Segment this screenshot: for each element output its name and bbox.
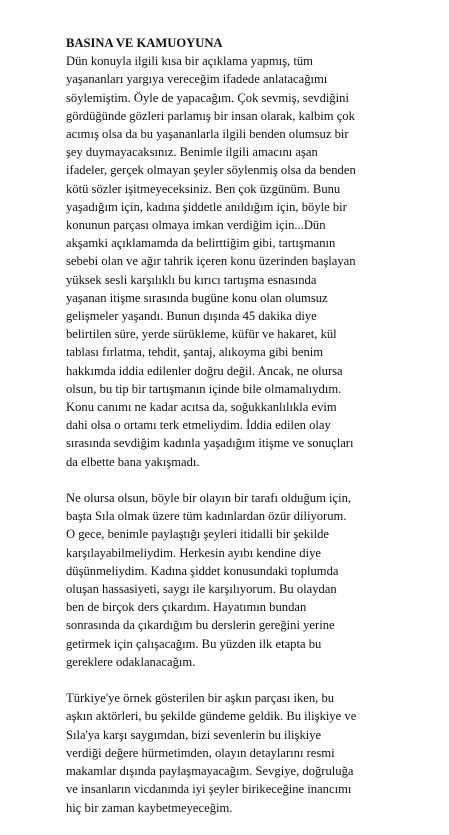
text-line: da elbette bana yakışmadı.: [66, 454, 200, 469]
text-line: düşünmeliydim. Kadına şiddet konusundaki toplumda: [66, 563, 339, 578]
document-body: [66, 52, 446, 817]
text-line: konunun parçası olmaya imkan verdiğim için...Dün: [66, 218, 326, 233]
text-line: Türkiye'ye örnek gösterilen bir aşkın parçası iken, bu: [66, 691, 335, 706]
text-line: ben de birçok ders çıkardım. Hayatımın bundan: [66, 600, 307, 615]
text-line: Konu canımı ne kadar acıtsa da, soğukkanlılıkla evim: [66, 400, 337, 415]
text-line: hiç bir zaman kaybetmeyeceğim.: [66, 800, 233, 815]
text-line: Dün konuyla ilgili kısa bir açıklama yapmış, tüm: [66, 54, 313, 69]
text-line: başta Sıla olmak üzere tüm kadınlardan özür diliyorum.: [66, 509, 347, 524]
text-line: yaşanan itişme sırasında bugüne konu olan olumsuz: [66, 290, 328, 305]
text-line: ve insanların vicdanında iyi şeyler birikeceğine inancımı: [66, 782, 352, 797]
text-line: Sıla'ya karşı saygımdan, bizi sevenlerin bu ilişkiye: [66, 727, 322, 742]
text-line: gereklere odaklanacağım.: [66, 654, 196, 669]
text-line: yaşadığım için, kadına şiddetle anıldığım için, böyle bir: [66, 199, 347, 214]
text-line: ifadeler, gerçek olmayan şeyler söylenmiş olsa da benden: [66, 163, 356, 178]
text-line: sonrasında da çıkardığım bu derslerin gereğini yerine: [66, 618, 335, 633]
text-line: söylemiştim. Öyle de yapacağım. Çok sevmiş, sevdiğini: [66, 90, 349, 105]
statement-document: [66, 34, 446, 835]
paragraph-2: [66, 489, 446, 671]
text-line: Ne olursa olsun, böyle bir olayın bir tarafı olduğum için,: [66, 491, 352, 506]
text-line: akşamki açıklamamda da belirttiğim gibi, tartışmanın: [66, 236, 336, 251]
paragraph-3: [66, 689, 446, 816]
text-line: sırasında sevdiğim kadınla yaşadığım itişme ve sonuçları: [66, 436, 354, 451]
text-line: karşılayabilmeliydim. Herkesin ayıbı kendine diye: [66, 545, 321, 560]
text-line: yüksek sesli karşılıklı bu kırıcı tartışma esnasında: [66, 272, 317, 287]
text-line: olsun, bu tip bir tartışmanın içinde bile olmamalıydım.: [66, 381, 342, 396]
text-line: tablası fırlatma, tehdit, şantaj, alıkoyma gibi benim: [66, 345, 324, 360]
text-line: oluşan hassasiyeti, saygı ile karşılıyorum. Bu olaydan: [66, 582, 337, 597]
text-line: aşkın aktörleri, bu şekilde gündeme geldik. Bu ilişkiye ve: [66, 709, 357, 724]
text-line: gördüğünde gözleri parlamış bir insan olarak, kalbim çok: [66, 108, 355, 123]
text-line: getirmek için çalışacağım. Bu yüzden ilk etapta bu: [66, 636, 322, 651]
text-line: acımış olsa da bu yaşananlarla ilgili benden olumsuz bir: [66, 127, 349, 142]
text-line: gelişmeler yaşandı. Bunun dışında 45 dakika diye: [66, 309, 317, 324]
text-line: şey duymayacaksınız. Benimle ilgili amacını aşan: [66, 145, 318, 160]
document-title: BASINA VE KAMUOYUNA: [66, 36, 223, 50]
paragraph-1: [66, 52, 446, 471]
text-line: sebebi olan ve ağır tahrik içeren konu üzerinden başlayan: [66, 254, 356, 269]
text-line: hakkımda iddia edilenler doğru değil. Ancak, ne olursa: [66, 363, 343, 378]
text-line: kötü sözler işitmeyeceksiniz. Ben çok üzgünüm. Bunu: [66, 181, 341, 196]
text-line: belirtilen süre, yerde sürükleme, küfür ve hakaret, kül: [66, 327, 337, 342]
text-line: dahi olsa o ortamı terk etmeliydim. İddia edilen olay: [66, 418, 331, 433]
text-line: verdiği değere hürmetimden, olayın detaylarını resmi: [66, 745, 335, 760]
text-line: yaşananları yargıya vereceğim ifadede anlatacağımı: [66, 72, 328, 87]
text-line: makamlar dışında paylaşmayacağım. Sevgiye, doğruluğa: [66, 764, 354, 779]
text-line: O gece, benimle paylaştığı şeyleri itidalli bir şekilde: [66, 527, 329, 542]
